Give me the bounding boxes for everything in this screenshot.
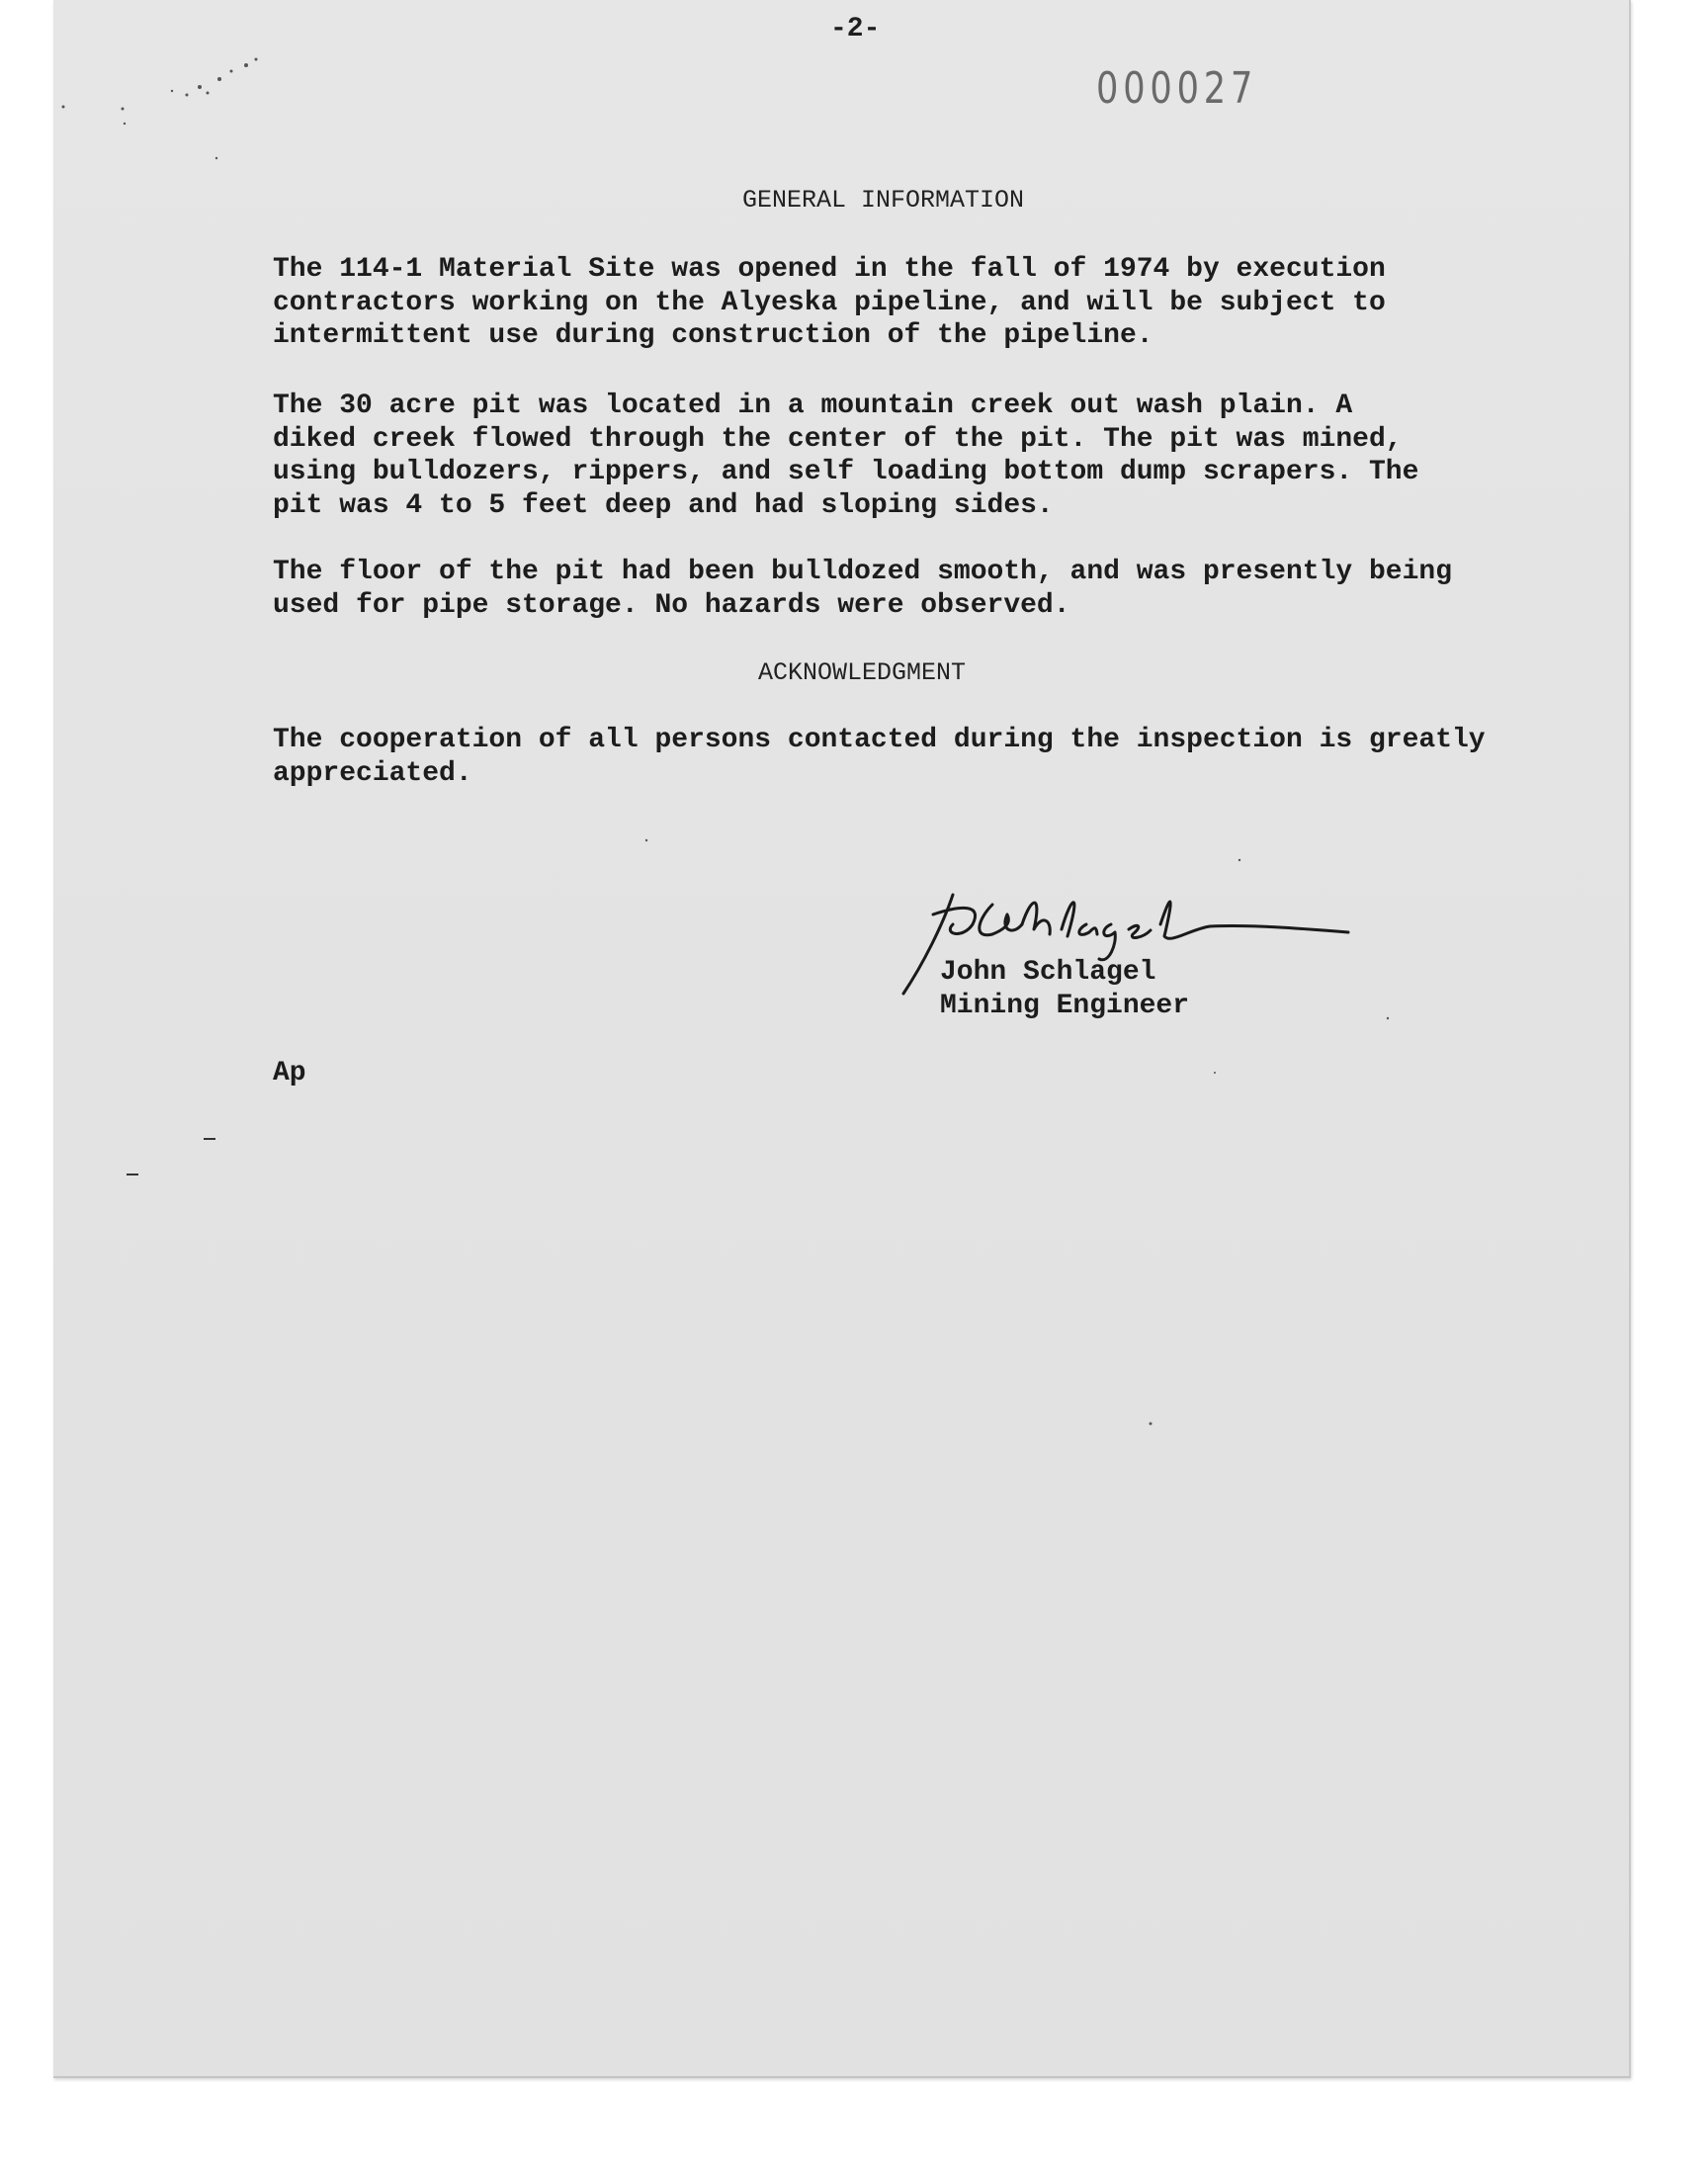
- signature-text: JSchlagel: [874, 885, 880, 886]
- paragraph-acknowledgment: The cooperation of all persons contacted during the inspection is greatly appreciated.: [273, 725, 1486, 789]
- signer-title: Mining Engineer: [940, 991, 1190, 1021]
- document-number-stamp: 000027: [1096, 63, 1258, 114]
- page-number: -2-: [830, 14, 881, 44]
- acknowledgment-heading: ACKNOWLEDGMENT: [758, 658, 967, 687]
- paragraph-pit-floor: The floor of the pit had been bulldozed smooth, and was presently being used for pipe storage. No hazards were observed.: [273, 557, 1452, 621]
- paragraph-site-opening: The 114-1 Material Site was opened in the fall of 1974 by execution contractors working on the Alyeska pipeline, and will be subject to intermittent use during construction of the pipeline.: [273, 254, 1386, 351]
- paragraph-pit-description: The 30 acre pit was located in a mountain creek out wash plain. A diked creek flowed through the center of the pit. The pit was mined, using bulldozers, rippers, and self loading bottom dump scrapers. The pit was 4 to 5 feet deep and had sloping sides.: [273, 391, 1419, 521]
- general-information-heading: GENERAL INFORMATION: [742, 186, 1025, 215]
- signer-name: John Schlagel: [940, 957, 1156, 988]
- document-page: [53, 0, 1631, 2078]
- typist-initials: Ap: [273, 1058, 306, 1088]
